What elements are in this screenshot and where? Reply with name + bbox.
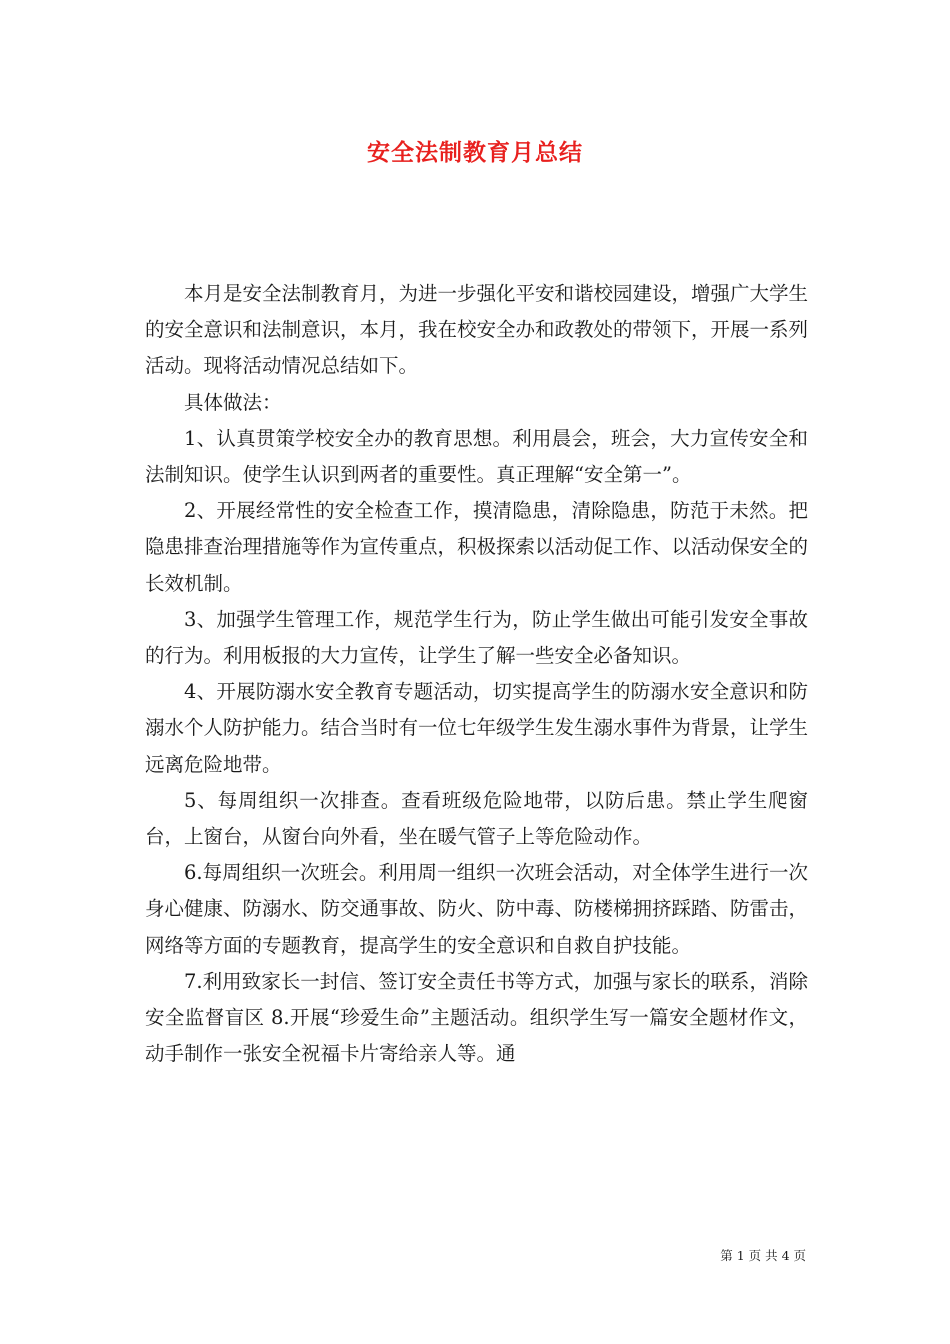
paragraph-item-7: 7.利用致家长一封信、签订安全责任书等方式，加强与家长的联系，消除安全监督盲区 8.开展“珍爱生命”主题活动。组织学生写一篇安全题材作文，动手制作一张安全祝福卡片寄给亲人等。通 bbox=[145, 969, 808, 1066]
paragraph-item-3: 3、加强学生管理工作，规范学生行为，防止学生做出可能引发安全事故的行为。利用板报的大力宣传，让学生了解一些安全必备知识。 bbox=[145, 607, 808, 668]
paragraph-item-6: 6.每周组织一次班会。利用周一组织一次班会活动，对全体学生进行一次身心健康、防溺水、防交通事故、防火、防中毒、防楼梯拥挤踩踏、防雷击，网络等方面的专题教育，提高学生的安全意识和自救自护技能。 bbox=[145, 861, 809, 957]
document-title: 安全法制教育月总结 bbox=[367, 140, 583, 166]
page-number: 第 1 页 共 4 页 bbox=[720, 1248, 806, 1263]
paragraph-intro: 本月是安全法制教育月，为进一步强化平安和谐校园建设，增强广大学生的安全意识和法制意识，本月，我在校安全办和政教处的带领下，开展一系列活动。现将活动情况总结如下。 bbox=[145, 282, 809, 378]
paragraph-item-2: 2、开展经常性的安全检查工作，摸清隐患，清除隐患，防范于未然。把隐患排查治理措施等作为宣传重点，积极探索以活动促工作、以活动保安全的长效机制。 bbox=[145, 499, 809, 595]
paragraph-item-1: 1、认真贯策学校安全办的教育思想。利用晨会，班会，大力宣传安全和法制知识。使学生认识到两者的重要性。真正理解“安全第一”。 bbox=[145, 426, 808, 487]
paragraph-item-4: 4、开展防溺水安全教育专题活动，切实提高学生的防溺水安全意识和防溺水个人防护能力。结合当时有一位七年级学生发生溺水事件为背景，让学生远离危险地带。 bbox=[145, 680, 809, 776]
paragraph-methods-heading: 具体做法： bbox=[184, 390, 282, 414]
document-body bbox=[145, 276, 808, 1072]
paragraph-item-5: 5、每周组织一次排查。查看班级危险地带，以防后患。禁止学生爬窗台，上窗台，从窗台向外看，坐在暖气管子上等危险动作。 bbox=[145, 788, 808, 849]
